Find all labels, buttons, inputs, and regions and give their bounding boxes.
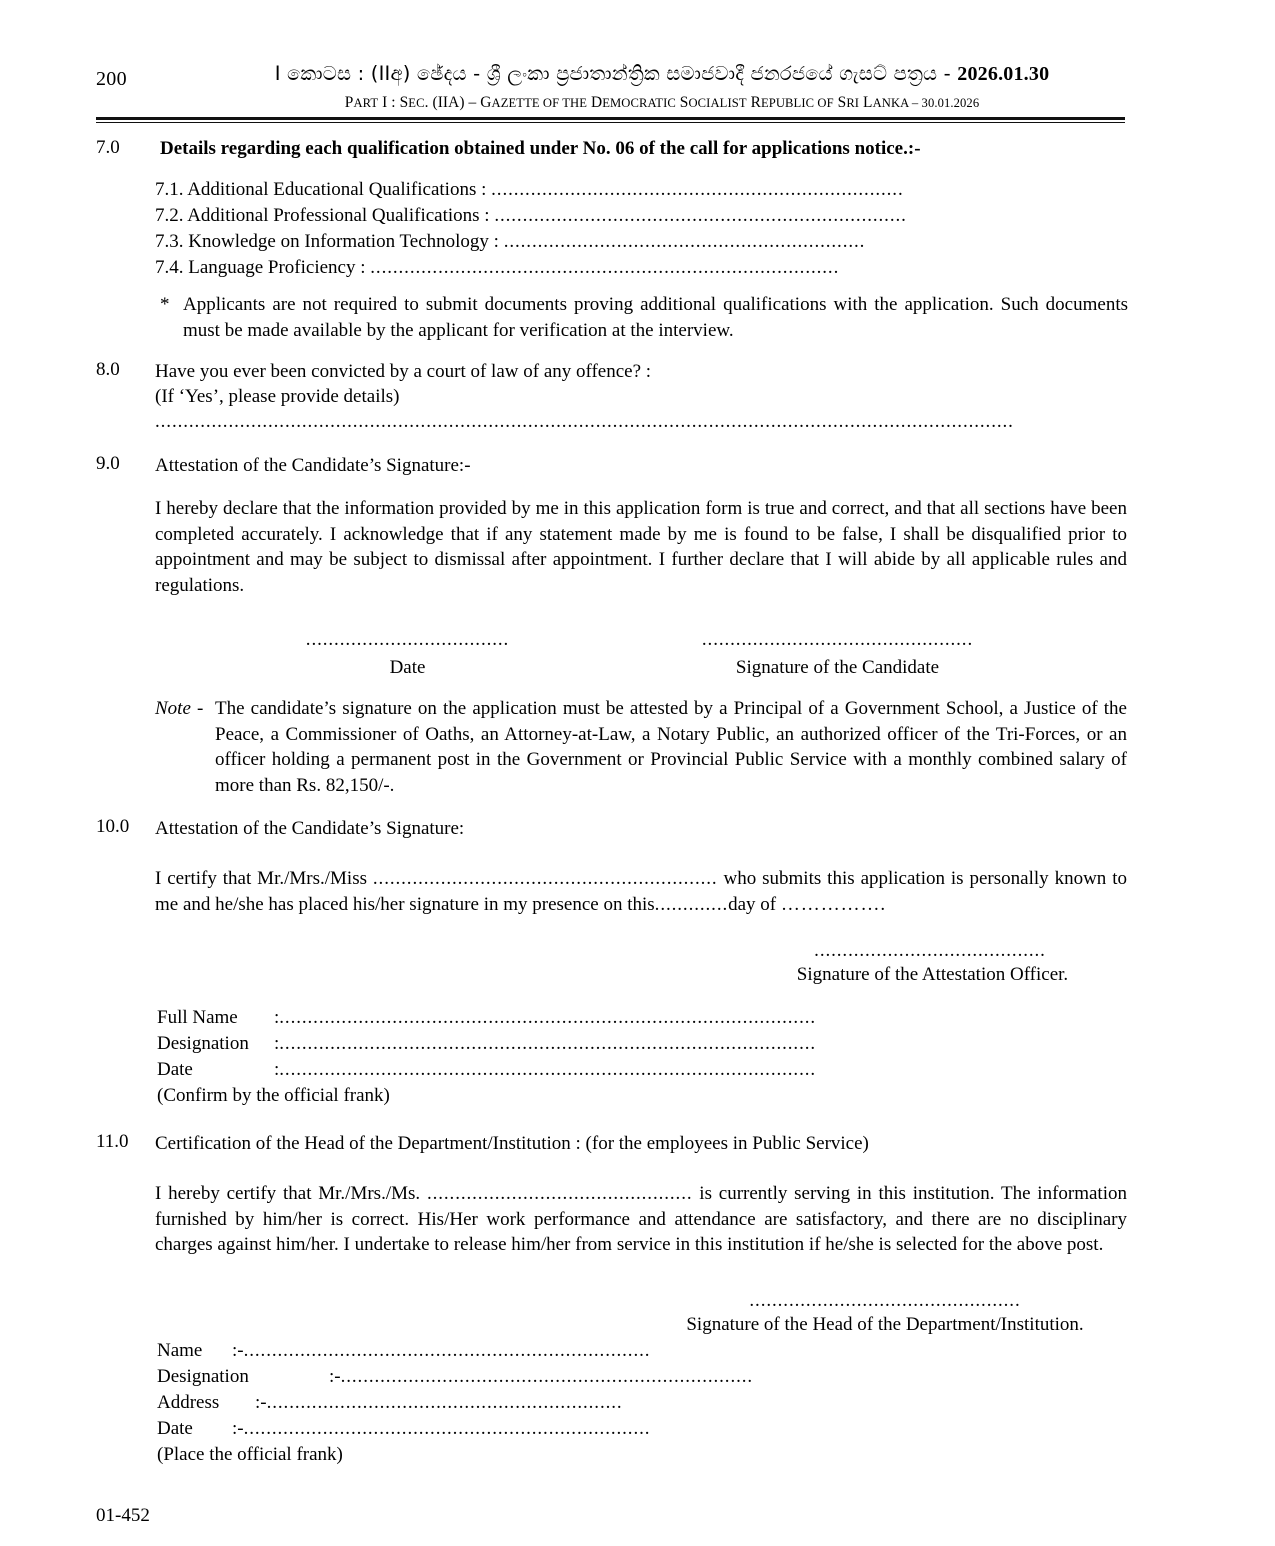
attestation-designation-colon: :	[274, 1033, 280, 1054]
head-address-row	[157, 1390, 623, 1416]
head-signature-line: ................................................	[749, 1290, 1021, 1311]
s11-cert-b: is currently serving in this institution. The information furnished by him/her is correct. His/Her work performance and attendance are satisfactory, and there are no disciplinary charges against him/her. I undertake to release him/her from service in this institution if he/she is selected for the above post.	[155, 1183, 1127, 1255]
section-10-title: Attestation of the Candidate’s Signature:	[155, 818, 465, 839]
hdr-e2: ART	[353, 96, 379, 110]
section-9-note-text: The candidate’s signature on the application must be attested by a Principal of a Government School, a Justice of the Peace, a Commissioner of Oaths, an Attorney-at-Law, a Notary Public, an authorized officer of the Tri-Forces, or an officer holding a permanent post in the Government or Provincial Public Service with a monthly combined salary of more than Rs. 82,150/-.	[215, 698, 1127, 796]
candidate-date-label: Date	[389, 657, 426, 678]
attestation-designation-line: ...............................................................................................	[279, 1033, 817, 1054]
attestation-full-name-label: Full Name	[157, 1007, 238, 1028]
hdr-e10: OCIALIST	[688, 96, 747, 110]
section-10-number: 10.0	[96, 816, 130, 837]
section-9-number: 9.0	[96, 453, 120, 474]
section-7-title: Details regarding each qualification obtained under No. 06 of the call for applications notice.:-	[160, 138, 921, 159]
section-7-note-text: Applicants are not required to submit documents proving additional qualifications with the application. Such documents must be made available by the applicant for verification at the interview.	[183, 294, 1128, 341]
candidate-date-line: ....................................	[305, 629, 510, 650]
header-rule-thick	[96, 117, 1125, 120]
section-7-item-3-dots: ...................................................................................	[370, 257, 840, 278]
section-7-item-2-label: 7.3. Knowledge on Information Technology :	[155, 231, 504, 252]
hdr-e17: – 30.01.2026	[908, 96, 980, 110]
s10-cert-c: day of	[728, 893, 781, 915]
attestation-date-line: ...............................................................................................	[279, 1059, 817, 1080]
section-10-certification	[155, 866, 1127, 917]
header-rule-thin	[96, 122, 1125, 123]
page-header	[96, 62, 1124, 111]
hdr-e1: P	[344, 94, 354, 111]
s10-cert-b: who submits this application is personally known to me and he/she has placed his/her signature in my presence on this	[155, 868, 1127, 915]
section-7-item-0-dots: .........................................................................	[491, 179, 904, 200]
header-sinhala-date: 2026.01.30	[957, 63, 1050, 85]
hdr-e6: AZETTE OF THE	[491, 96, 588, 110]
hdr-e14: RI	[846, 96, 860, 110]
header-sinhala-text: I කොටස : (IIඅ) ඡේදය - ශ්‍රී ලංකා ප්‍රජාතාන්ත්‍රික සමාජවාදී ජනරජයේ ගැසට් පත්‍රය -	[274, 62, 958, 85]
section-7-item-2	[155, 229, 1135, 255]
section-7-item-1-dots: .........................................................................	[494, 205, 907, 226]
hdr-e7: D	[587, 94, 603, 111]
section-11-number: 11.0	[96, 1131, 129, 1152]
head-date-row	[157, 1416, 650, 1442]
head-address-label: Address	[157, 1392, 220, 1413]
section-7-note-bullet: *	[160, 294, 170, 315]
hdr-e11: R	[746, 94, 761, 111]
candidate-signature-label: Signature of the Candidate	[735, 657, 940, 678]
section-7-item-3-label: 7.4. Language Proficiency :	[155, 257, 371, 278]
s11-cert-name-line: ...............................................	[426, 1183, 693, 1204]
page-number: 200	[96, 68, 127, 90]
hdr-e13: S	[833, 94, 847, 111]
s11-cert-a: I hereby certify that Mr./Mrs./Ms.	[155, 1183, 427, 1204]
section-7-item-1	[155, 203, 1135, 229]
head-designation-colon: :-	[329, 1366, 341, 1387]
attestation-date-label: Date	[157, 1059, 193, 1080]
section-11-certification	[155, 1181, 1127, 1258]
section-8-number: 8.0	[96, 359, 120, 380]
hdr-e5: . (IIA) – G	[424, 94, 492, 111]
section-8-hint: (If ‘Yes’, please provide details)	[155, 386, 400, 407]
head-name-label: Name	[157, 1340, 203, 1361]
attestation-full-name-colon: :	[274, 1007, 280, 1028]
attestation-officer-signature-line: .........................................	[814, 940, 1046, 961]
attestation-date-row	[157, 1057, 816, 1083]
s10-cert-a: I certify that Mr./Mrs./Miss	[155, 868, 373, 889]
header-english-line	[200, 94, 1124, 112]
section-11-title: Certification of the Head of the Department/Institution : (for the employees in Public Service)	[155, 1133, 869, 1154]
section-9-note-prefix: Note	[155, 698, 191, 719]
hdr-e16: ANKA	[872, 96, 909, 110]
head-date-line: ........................................................................	[243, 1418, 651, 1439]
footer-code: 01-452	[96, 1505, 150, 1526]
hdr-e8: EMOCRATIC	[602, 96, 676, 110]
section-7-item-0	[155, 177, 1135, 203]
section-7-item-3	[155, 255, 1135, 281]
head-date-colon: :-	[232, 1418, 244, 1439]
section-9-declaration: I hereby declare that the information provided by me in this application form is true and correct, and that all sections have been completed accurately. I acknowledge that if any statement made by me is found to be false, I shall be disqualified prior to appointment and may be subject to dismissal after appointment. I further declare that I will abide by all applicable rules and regulations.	[155, 498, 1127, 596]
head-signature-label: Signature of the Head of the Department/Institution.	[686, 1314, 1084, 1335]
head-date-label: Date	[157, 1418, 193, 1439]
attestation-officer-label: Signature of the Attestation Officer.	[796, 964, 1069, 985]
section-8-question: Have you ever been convicted by a court of law of any offence? :	[155, 361, 652, 382]
hdr-e3: I : S	[378, 94, 409, 111]
section-9-title: Attestation of the Candidate’s Signature:-	[155, 455, 471, 476]
section-9-note-dash: -	[197, 698, 204, 719]
head-name-line: ........................................................................	[243, 1340, 651, 1361]
head-address-line: ...............................................................	[266, 1392, 623, 1413]
attestation-full-name-row	[157, 1005, 816, 1031]
head-frank-note: (Place the official frank)	[157, 1444, 343, 1465]
attestation-designation-label: Designation	[157, 1033, 249, 1054]
hdr-e9: S	[675, 94, 689, 111]
section-7-number: 7.0	[96, 137, 120, 158]
hdr-e12: EPUBLIC OF	[760, 96, 834, 110]
header-sinhala-line	[200, 62, 1124, 86]
head-name-colon: :-	[232, 1340, 244, 1361]
section-7-item-1-label: 7.2. Additional Professional Qualifications :	[155, 205, 495, 226]
attestation-date-colon: :	[274, 1059, 280, 1080]
s10-cert-day-line: .............	[654, 893, 729, 915]
hdr-e15: L	[859, 94, 873, 111]
head-address-colon: :-	[255, 1392, 267, 1413]
head-designation-row	[157, 1364, 753, 1390]
section-7-item-2-dots: ................................................................	[503, 231, 866, 252]
attestation-full-name-line: ...............................................................................................	[279, 1007, 817, 1028]
attestation-designation-row	[157, 1031, 816, 1057]
section-8-answer-line: ........................................................................................................................................................	[155, 411, 1014, 432]
s10-cert-name-line: .............................................................	[372, 868, 718, 889]
hdr-e4: EC	[408, 96, 425, 110]
candidate-signature-line: ................................................	[701, 629, 974, 650]
s10-cert-month-line: …………….	[780, 893, 887, 915]
section-7-item-0-label: 7.1. Additional Educational Qualifications :	[155, 179, 492, 200]
head-designation-line: .........................................................................	[340, 1366, 754, 1387]
head-designation-label: Designation	[157, 1366, 249, 1387]
attestation-frank-note: (Confirm by the official frank)	[157, 1085, 390, 1106]
head-name-row	[157, 1338, 650, 1364]
